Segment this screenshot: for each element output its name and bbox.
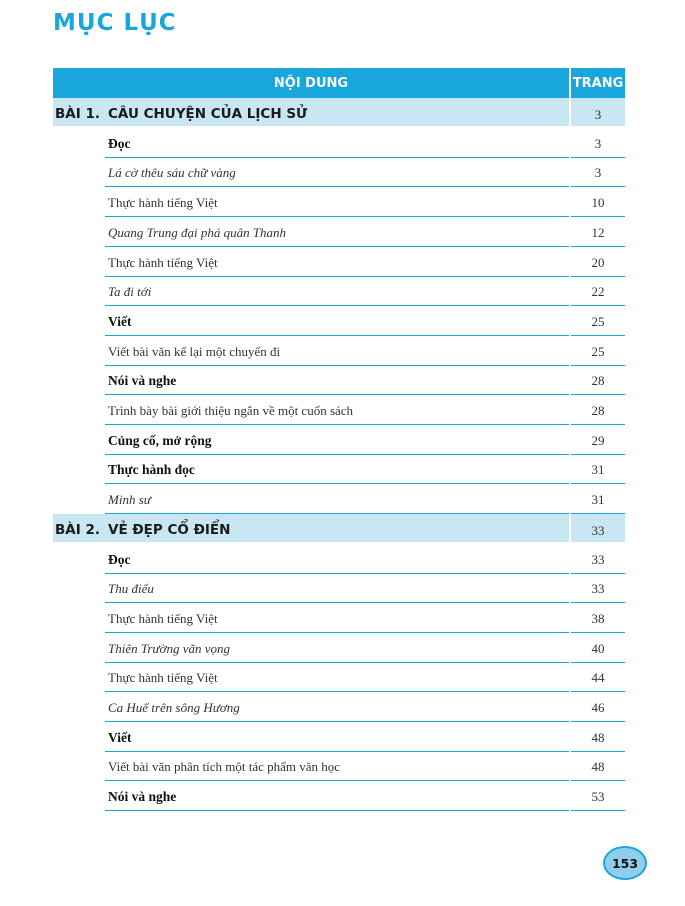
toc-entry-text: Viết — [108, 313, 132, 329]
toc-page-number: 22 — [591, 284, 605, 300]
toc-page-number: 48 — [591, 729, 605, 745]
toc-entry-text: Quang Trung đại phá quân Thanh — [108, 224, 287, 240]
toc-page-number: 29 — [591, 432, 605, 448]
page-title: MỤC LỤC — [53, 10, 177, 36]
toc-page-number: 3 — [594, 165, 602, 181]
toc-page-number: 31 — [591, 462, 605, 478]
toc-page-number: 28 — [591, 373, 605, 389]
toc-row — [0, 425, 685, 455]
toc-row — [0, 722, 685, 752]
toc-row — [0, 454, 685, 484]
toc-page-number: 12 — [591, 224, 605, 240]
toc-page-number: 33 — [591, 522, 605, 538]
toc-page-number: 3 — [594, 135, 602, 151]
toc-entry-text: Thực hành tiếng Việt — [108, 254, 218, 270]
toc-entry-text: Minh sư — [108, 492, 151, 508]
toc-row — [0, 633, 685, 663]
toc-entry-text: Ca Huế trên sông Hương — [108, 700, 240, 715]
toc-page-number: 20 — [591, 254, 605, 270]
toc-entry-text: Ta đi tới — [108, 284, 152, 300]
toc-row — [0, 692, 685, 722]
toc-row — [0, 217, 685, 247]
toc-page-number: 25 — [591, 343, 605, 359]
toc-row — [0, 751, 685, 781]
toc-entry-text: Thiên Trường vãn vọng — [108, 640, 231, 656]
toc-entry-text: Trình bày bài giới thiệu ngắn về một cuốn sách — [108, 403, 354, 418]
toc-entry-text: Thực hành tiếng Việt — [108, 195, 218, 211]
toc-page-number: 53 — [591, 789, 605, 805]
toc-row — [0, 157, 685, 187]
toc-entry-text: Viết — [108, 729, 132, 745]
toc-row — [0, 603, 685, 633]
toc-page-number: 38 — [591, 610, 605, 626]
page-number-badge: 153 — [603, 846, 647, 880]
header-content: NỘI DUNG — [53, 68, 569, 98]
toc-page-number: 28 — [591, 403, 605, 418]
toc-entry-text: Thực hành tiếng Việt — [108, 610, 218, 626]
toc-row — [0, 781, 685, 811]
toc-entry-text: Nói và nghe — [108, 373, 177, 389]
toc-entry-text: Nói và nghe — [108, 789, 177, 805]
toc-entry-text: Đọc — [108, 551, 131, 567]
lesson-code: BÀI 2. — [55, 521, 100, 538]
toc-row — [0, 187, 685, 217]
header-page: TRANG — [571, 68, 625, 98]
toc-row — [0, 336, 685, 366]
toc-row — [0, 573, 685, 603]
toc-page-number: 48 — [591, 759, 605, 775]
toc-lesson-row — [0, 98, 685, 128]
toc-row — [0, 365, 685, 395]
toc-page-number: 46 — [591, 700, 605, 715]
toc-entry-text: Thực hành tiếng Việt — [108, 670, 218, 686]
toc-row — [0, 276, 685, 306]
lesson-code: BÀI 1. — [55, 106, 100, 122]
toc-entry-text: Củng cố, mở rộng — [108, 432, 212, 448]
toc-page-number: 25 — [591, 313, 605, 329]
toc-entry-text: Thực hành đọc — [108, 462, 195, 478]
toc-row — [0, 395, 685, 425]
toc-row — [0, 247, 685, 277]
row-divider-page — [571, 810, 625, 811]
row-divider — [105, 810, 569, 811]
toc-page-number: 10 — [591, 195, 605, 211]
toc-entry-text: Lá cờ thêu sáu chữ vàng — [108, 165, 236, 181]
toc-page-number: 44 — [591, 670, 605, 686]
toc-entry-text: Viết bài văn phân tích một tác phẩm văn học — [108, 759, 341, 775]
toc-page-number: 31 — [591, 492, 605, 508]
toc-lesson-row — [0, 514, 685, 544]
toc-entry-text: Đọc — [108, 135, 131, 151]
toc-page-number: 40 — [591, 640, 605, 656]
toc-page-number: 33 — [591, 551, 605, 567]
toc-entry-text: Viết bài văn kể lại một chuyến đi — [108, 343, 281, 359]
toc-page-number: 3 — [594, 107, 602, 122]
toc-row — [0, 306, 685, 336]
toc-page-number: 33 — [591, 581, 605, 597]
toc-row — [0, 128, 685, 158]
lesson-title: CÂU CHUYỆN CỦA LỊCH SỬ — [108, 106, 308, 122]
lesson-title: VẺ ĐẸP CỔ ĐIỂN — [108, 521, 231, 538]
toc-entry-text: Thu điếu — [108, 581, 154, 597]
toc-row — [0, 484, 685, 514]
toc-row — [0, 662, 685, 692]
toc-row — [0, 544, 685, 574]
